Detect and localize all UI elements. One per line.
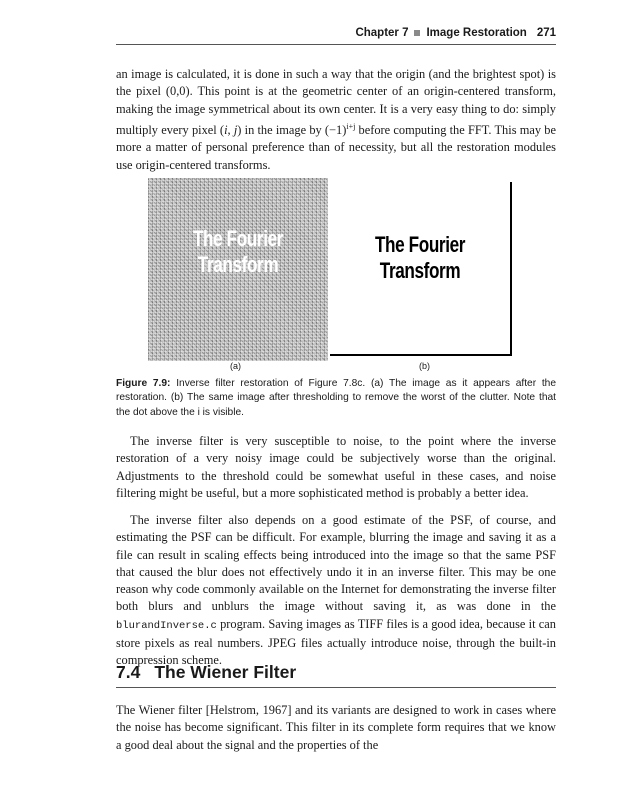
- para3-text-b: program. Saving images as TIFF files is a good idea, because it can store pixels as real numbers. JPEG files actually introduce noise, through the built-in compression scheme.: [116, 616, 556, 668]
- chapter-label: Chapter 7: [355, 27, 409, 39]
- figure-7-9: [116, 178, 556, 373]
- para1-exponent: i+j: [346, 121, 356, 131]
- para4-text: The Wiener filter [Helstrom, 1967] and its variants are designed to work in cases where the noise has become significant. This filter in its complete form requires that we know a good deal about the signal and the properties of the: [116, 703, 556, 752]
- noisy-restored-image: [148, 178, 328, 361]
- subfigure-label-b: (b): [419, 361, 430, 371]
- para1-text-a: an image is calculated, it is done in such a way that the origin (and the brightest spot) is the pixel (0,0). This point is at the geometric center of an origin-centered transform, making the image symmetrical about its own center. It is a very easy thing to do: simply multiply every pixel (: [116, 67, 556, 138]
- para1-var-i: i: [224, 123, 228, 138]
- paragraph-4: [116, 702, 556, 754]
- para1-var-j: j: [233, 123, 238, 138]
- header-rule: [116, 44, 556, 45]
- page-number: 271: [536, 27, 556, 39]
- paragraph-2: [116, 433, 556, 502]
- caption-label: Figure 7.9:: [116, 378, 171, 389]
- para3-text-a: The inverse filter also depends on a good estimate of the PSF, of course, and estimating the PSF can be difficult. For example, blurring the image and saving it as a file can result in scaling effects being introduced into the image so that the same PSF that caused the blur does not effectively undo it in an inverse filter. This may be one reason why code commonly available on the Internet for demonstrating the inverse filter both blurs and unblurs the image without saving it, as was done in the: [116, 513, 556, 614]
- thresholded-image: [330, 182, 512, 356]
- para1-text-c: before computing the FFT. This may be more a matter of personal preference than of necessity, but all the restoration modules use origin-centered transforms.: [116, 123, 556, 172]
- para1-comma: ,: [227, 123, 234, 138]
- para1-text-b: ) in the image by (−1): [237, 123, 347, 138]
- section-title-text: The Wiener Filter: [154, 662, 297, 682]
- para2-text: The inverse filter is very susceptible to noise, to the point where the inverse restoration of a very noisy image could be subjectively worse than the original. Adjustments to the threshold could be somewhat useful in these cases, and noise filtering might be useful, but a more sophisticated method is probably a better idea.: [116, 434, 556, 500]
- subfigure-label-a: (a): [230, 361, 241, 371]
- clean-image-text: The Fourier Transform: [374, 232, 466, 283]
- caption-text: Inverse filter restoration of Figure 7.8c. (a) The image as it appears after the restoration. (b) The same image after thresholding to remove the worst of the clutter. Note that the dot above the i is visible.: [116, 378, 556, 418]
- section-number: 7.4: [116, 662, 141, 682]
- paragraph-1: [116, 66, 556, 174]
- square-bullet-icon: [414, 30, 420, 36]
- running-header: [116, 27, 556, 39]
- section-heading: [116, 662, 556, 683]
- paragraph-3: [116, 512, 556, 670]
- noisy-image-text: The Fourier Transform: [192, 226, 284, 277]
- section-rule: [116, 687, 556, 688]
- figure-caption: [116, 377, 556, 420]
- chapter-title: Image Restoration: [426, 27, 527, 39]
- program-name-code: blurandInverse.c: [116, 619, 217, 632]
